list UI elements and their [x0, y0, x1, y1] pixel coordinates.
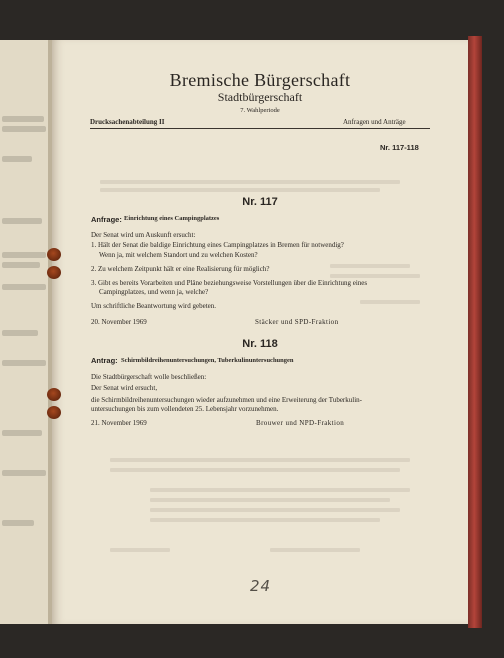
- header-rule: [90, 128, 430, 129]
- item-117-kind: Anfrage:: [91, 215, 122, 224]
- item-117-subject: Einrichtung eines Campingplatzes: [124, 215, 220, 222]
- binder-hole: [47, 248, 61, 261]
- item-117-closing: Um schriftliche Beantwortung wird gebeten.: [91, 302, 216, 310]
- book-spine: [468, 36, 482, 628]
- item-118-line-3: die Schirmbildreihenuntersuchungen wieder aufzunehmen und eine Erweiterung der Tuberkulin-: [91, 396, 362, 404]
- item-117-date: 20. November 1969: [91, 318, 147, 326]
- left-page-edge: [0, 40, 48, 624]
- item-118-signature: Brouwer und NPD-Fraktion: [256, 419, 345, 427]
- item-117-question-2: 2. Zu welchem Zeitpunkt hält er eine Realisierung für möglich?: [91, 265, 270, 273]
- handwritten-page-number: 24: [250, 577, 272, 595]
- item-117-question-1b: Wenn ja, mit welchem Standort und zu welchen Kosten?: [99, 251, 258, 259]
- dept-label: Drucksachenabteilung II: [90, 118, 165, 126]
- category-label: Anfragen und Anträge: [343, 118, 406, 126]
- range-label: Nr. 117-118: [380, 143, 419, 152]
- item-117-intro: Der Senat wird um Auskunft ersucht:: [91, 231, 196, 239]
- page-title: Bremische Bürgerschaft: [169, 70, 351, 90]
- period-label: 7. Wahlperiode: [240, 107, 280, 114]
- page-subtitle: Stadtbürgerschaft: [217, 90, 303, 104]
- item-117-question-3a: 3. Gibt es bereits Vorarbeiten und Pläne beziehungsweise Vorstellungen über die Einrichtung eines: [91, 279, 368, 287]
- item-118-kind: Antrag:: [91, 356, 118, 365]
- item-117-number: Nr. 117: [242, 196, 278, 208]
- binder-hole: [47, 388, 61, 401]
- item-118-number: Nr. 118: [242, 338, 278, 350]
- item-118-subject: Schirmbildreihenuntersuchungen, Tuberkulinuntersuchungen: [121, 357, 294, 364]
- item-117-signature: Stäcker und SPD-Fraktion: [255, 318, 339, 326]
- item-118-date: 21. November 1969: [91, 419, 147, 427]
- item-118-line-4: untersuchungen bis zum vollendeten 25. Lebensjahr vorzunehmen.: [91, 405, 279, 413]
- item-117-question-1a: 1. Hält der Senat die baldige Einrichtung eines Campingplatzes in Bremen für notwendig?: [91, 241, 344, 249]
- binder-hole: [47, 266, 61, 279]
- item-118-line-1: Die Stadtbürgerschaft wolle beschließen:: [91, 373, 207, 381]
- binder-hole: [47, 406, 61, 419]
- item-117-question-3b: Campingplatzes, und wenn ja, welche?: [99, 288, 209, 296]
- item-118-line-2: Der Senat wird ersucht,: [91, 384, 158, 392]
